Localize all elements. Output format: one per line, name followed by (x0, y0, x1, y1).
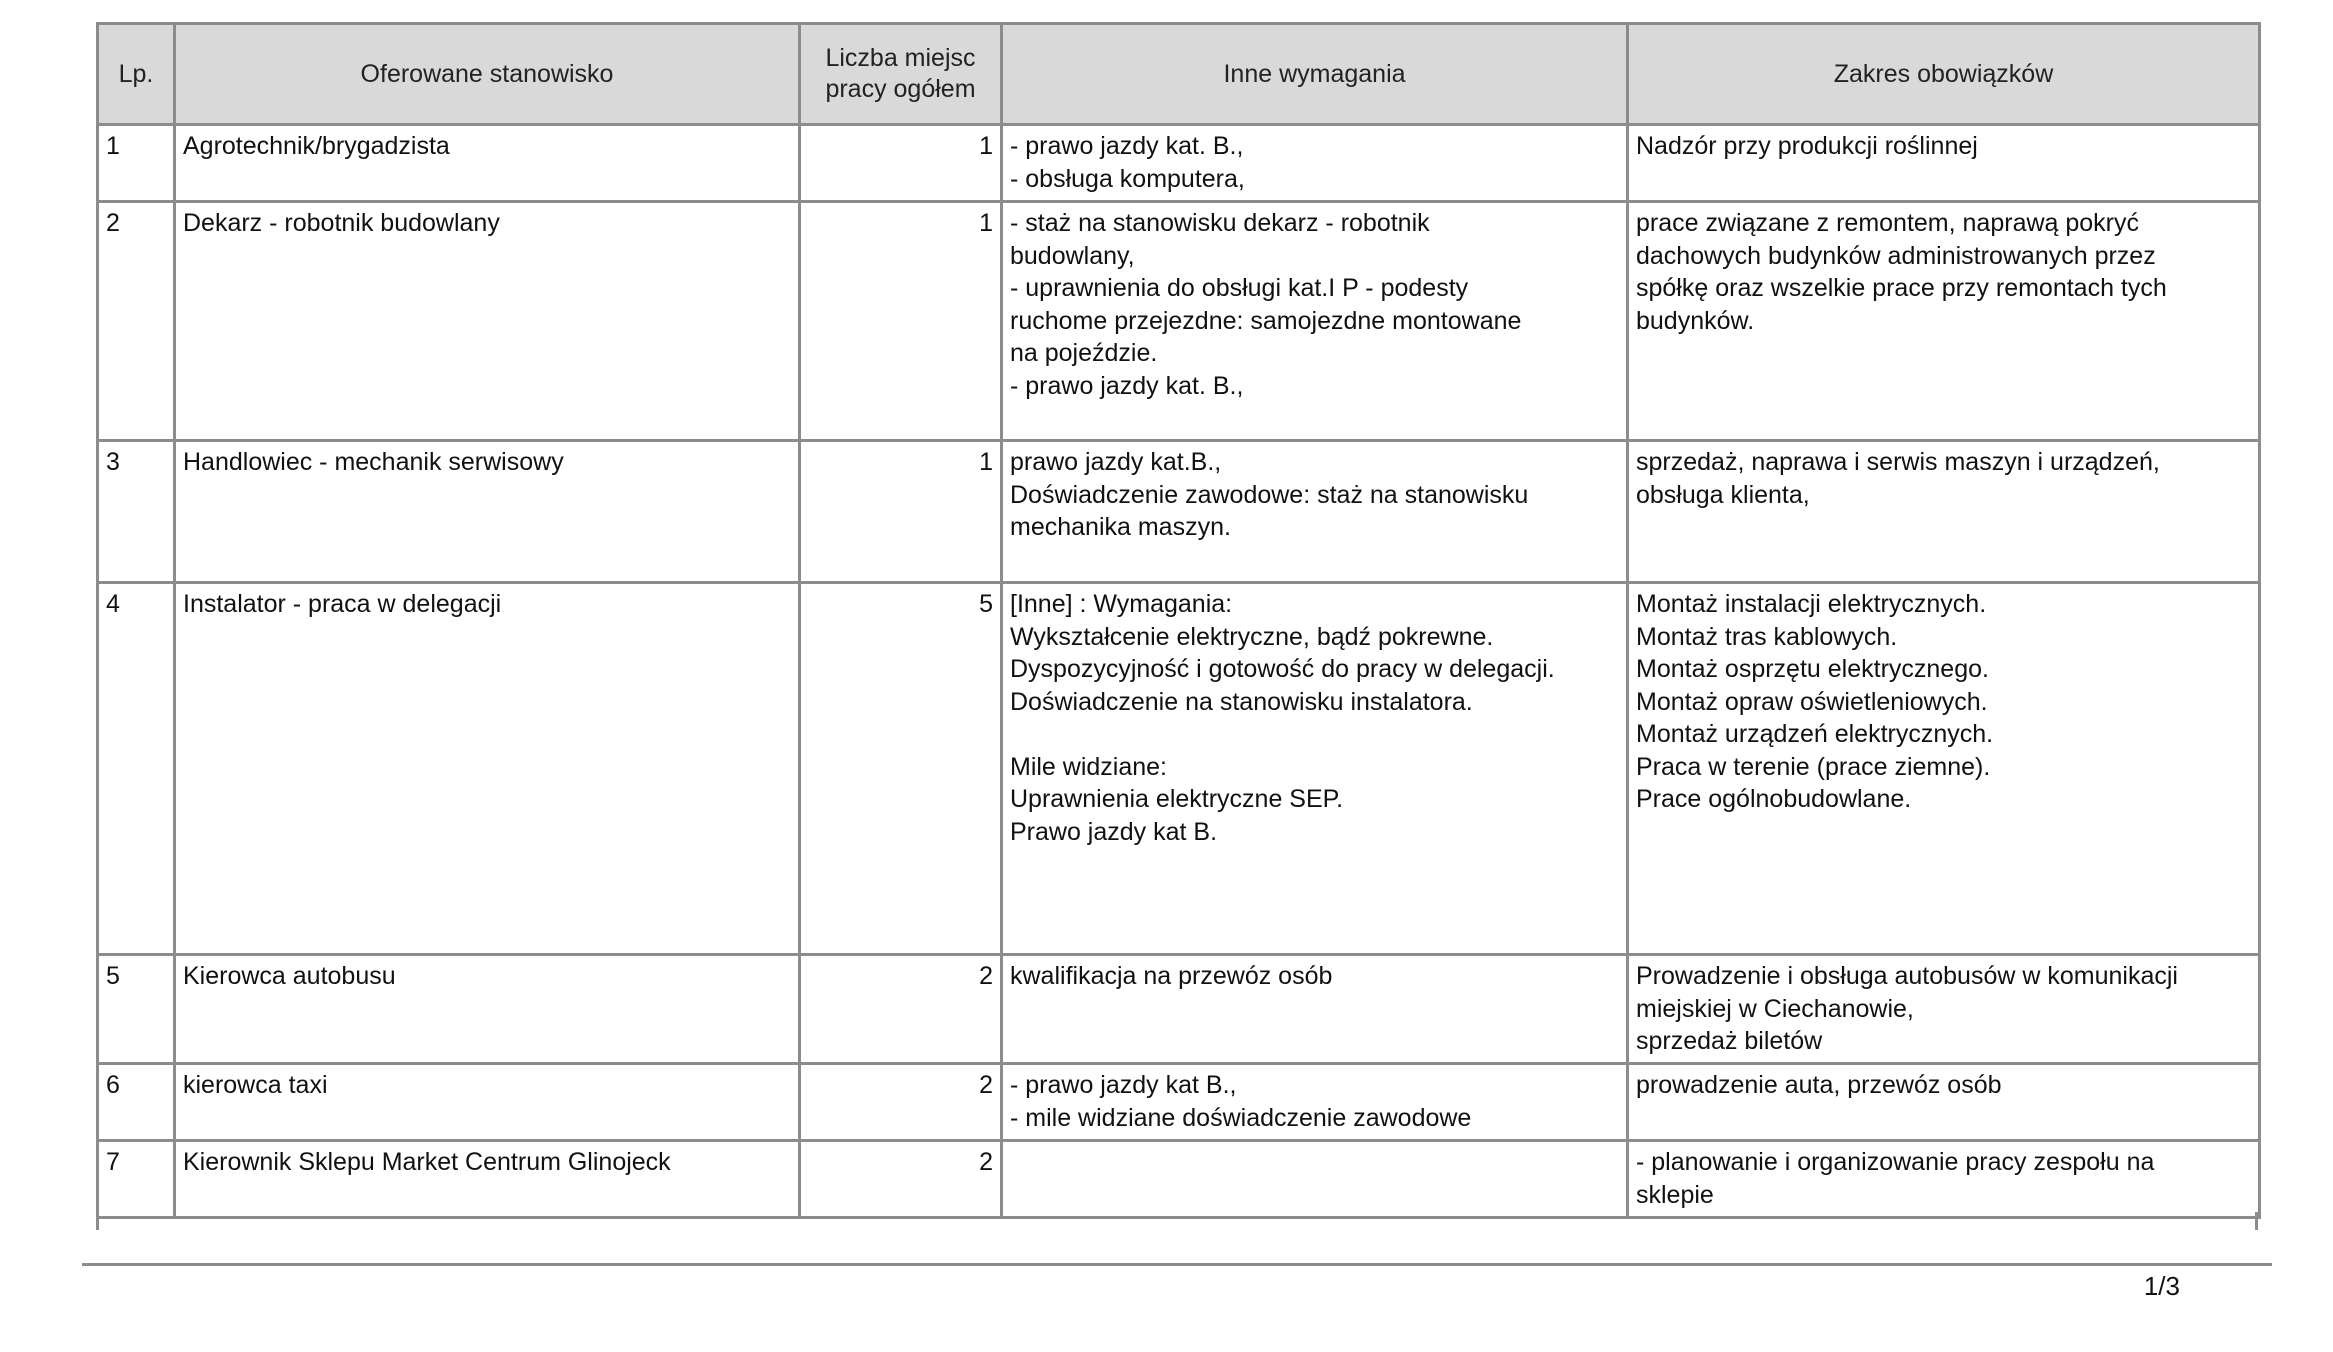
row-requirements (1002, 125, 1628, 202)
requirement-line: mechanika maszyn. (1010, 513, 1231, 541)
requirement-line: - obsługa komputera, (1010, 164, 1245, 193)
row-duties (1628, 1064, 2260, 1141)
row-duties (1628, 583, 2260, 955)
requirement-line: Doświadczenie zawodowe: staż na stanowisku (1010, 480, 1529, 509)
row-lp: 1 (98, 125, 175, 202)
row-position: kierowca taxi (175, 1064, 800, 1141)
table-row (98, 955, 2260, 1064)
requirement-line: Doświadczenie na stanowisku instalatora. (1010, 687, 1473, 716)
row-lp: 7 (98, 1141, 175, 1218)
table-continuation-line (2255, 1212, 2258, 1230)
row-duties (1628, 202, 2260, 441)
row-requirements (1002, 955, 1628, 1064)
header-count (800, 24, 1002, 125)
duty-line: - planowanie i organizowanie pracy zespołu na (1636, 1148, 2155, 1176)
header-count-line: pracy ogółem (825, 75, 976, 103)
duty-line: spółkę oraz wszelkie prace przy remontach tych (1636, 274, 2167, 302)
duty-line: Praca w terenie (prace ziemne). (1636, 752, 1991, 781)
row-requirements (1002, 583, 1628, 955)
header-requirements: Inne wymagania (1002, 24, 1628, 125)
requirement-line: prawo jazdy kat.B., (1010, 448, 1222, 476)
header-position: Oferowane stanowisko (175, 24, 800, 125)
requirement-line: na pojeździe. (1010, 339, 1158, 367)
row-duties (1628, 955, 2260, 1064)
duty-line: Prace ogólnobudowlane. (1636, 785, 1912, 813)
requirement-line: Wykształcenie elektryczne, bądź pokrewne. (1010, 622, 1494, 651)
requirement-line: [Inne] : Wymagania: (1010, 590, 1233, 618)
row-count: 1 (800, 125, 1002, 202)
row-lp: 5 (98, 955, 175, 1064)
row-position: Agrotechnik/brygadzista (175, 125, 800, 202)
requirement-line: kwalifikacja na przewóz osób (1010, 962, 1333, 990)
table-row (98, 1141, 2260, 1218)
row-requirements (1002, 1064, 1628, 1141)
row-lp: 2 (98, 202, 175, 441)
duty-line: budynków. (1636, 306, 1755, 335)
header-count-line: Liczba miejsc (825, 44, 976, 72)
row-requirements (1002, 441, 1628, 583)
table-header-row (98, 24, 2260, 125)
duty-line: prace związane z remontem, naprawą pokryć (1636, 209, 2140, 237)
row-lp: 4 (98, 583, 175, 955)
row-count: 5 (800, 583, 1002, 955)
row-position: Instalator - praca w delegacji (175, 583, 800, 955)
duty-line: Montaż osprzętu elektrycznego. (1636, 655, 1989, 683)
duty-line: dachowych budynków administrowanych przez (1636, 241, 2156, 270)
row-count: 2 (800, 1141, 1002, 1218)
requirement-line: ruchome przejezdne: samojezdne montowane (1010, 306, 1522, 335)
row-duties (1628, 125, 2260, 202)
duty-line: Montaż instalacji elektrycznych. (1636, 590, 1987, 618)
row-lp: 6 (98, 1064, 175, 1141)
requirement-line: Uprawnienia elektryczne SEP. (1010, 785, 1344, 813)
duty-line: prowadzenie auta, przewóz osób (1636, 1071, 2002, 1099)
row-position: Handlowiec - mechanik serwisowy (175, 441, 800, 583)
requirement-line: - prawo jazdy kat B., (1010, 1071, 1237, 1099)
requirement-line: - uprawnienia do obsługi kat.I P - podesty (1010, 274, 1469, 302)
duty-line: Montaż tras kablowych. (1636, 622, 1898, 651)
requirement-line: Prawo jazdy kat B. (1010, 817, 1218, 846)
duty-line: Montaż urządzeń elektrycznych. (1636, 720, 1994, 748)
duty-line: Montaż opraw oświetleniowych. (1636, 687, 1988, 716)
row-count: 2 (800, 1064, 1002, 1141)
duty-line: obsługa klienta, (1636, 480, 1810, 509)
table-row (98, 125, 2260, 202)
row-count: 1 (800, 441, 1002, 583)
table-row (98, 441, 2260, 583)
row-position: Dekarz - robotnik budowlany (175, 202, 800, 441)
requirement-line: - prawo jazdy kat. B., (1010, 371, 1244, 400)
table-continuation-line (96, 1212, 99, 1230)
requirement-line: Dyspozycyjność i gotowość do pracy w delegacji. (1010, 655, 1555, 683)
requirement-line: - mile widziane doświadczenie zawodowe (1010, 1103, 1472, 1132)
header-duties: Zakres obowiązków (1628, 24, 2260, 125)
table-row (98, 202, 2260, 441)
job-offers-table (96, 22, 2261, 1219)
requirement-line: budowlany, (1010, 241, 1135, 270)
page-number: 1/3 (2143, 1271, 2180, 1301)
duty-line: sprzedaż, naprawa i serwis maszyn i urządzeń, (1636, 448, 2160, 476)
requirement-line: - staż na stanowisku dekarz - robotnik (1010, 209, 1430, 237)
row-count: 2 (800, 955, 1002, 1064)
row-duties (1628, 441, 2260, 583)
requirement-line: - prawo jazdy kat. B., (1010, 132, 1244, 160)
header-lp: Lp. (98, 24, 175, 125)
duty-line: miejskiej w Ciechanowie, (1636, 994, 1914, 1023)
duty-line: sprzedaż biletów (1636, 1027, 1823, 1055)
row-requirements (1002, 202, 1628, 441)
requirement-line (1010, 718, 1619, 751)
row-position: Kierownik Sklepu Market Centrum Glinojeck (175, 1141, 800, 1218)
table-row (98, 583, 2260, 955)
duty-line: Nadzór przy produkcji roślinnej (1636, 132, 1978, 160)
row-count: 1 (800, 202, 1002, 441)
row-requirements (1002, 1141, 1628, 1218)
row-lp: 3 (98, 441, 175, 583)
row-duties (1628, 1141, 2260, 1218)
row-position: Kierowca autobusu (175, 955, 800, 1064)
duty-line: sklepie (1636, 1180, 1714, 1209)
table-row (98, 1064, 2260, 1141)
duty-line: Prowadzenie i obsługa autobusów w komunikacji (1636, 962, 2178, 990)
requirement-line: Mile widziane: (1010, 752, 1168, 781)
footer-divider (82, 1263, 2272, 1266)
